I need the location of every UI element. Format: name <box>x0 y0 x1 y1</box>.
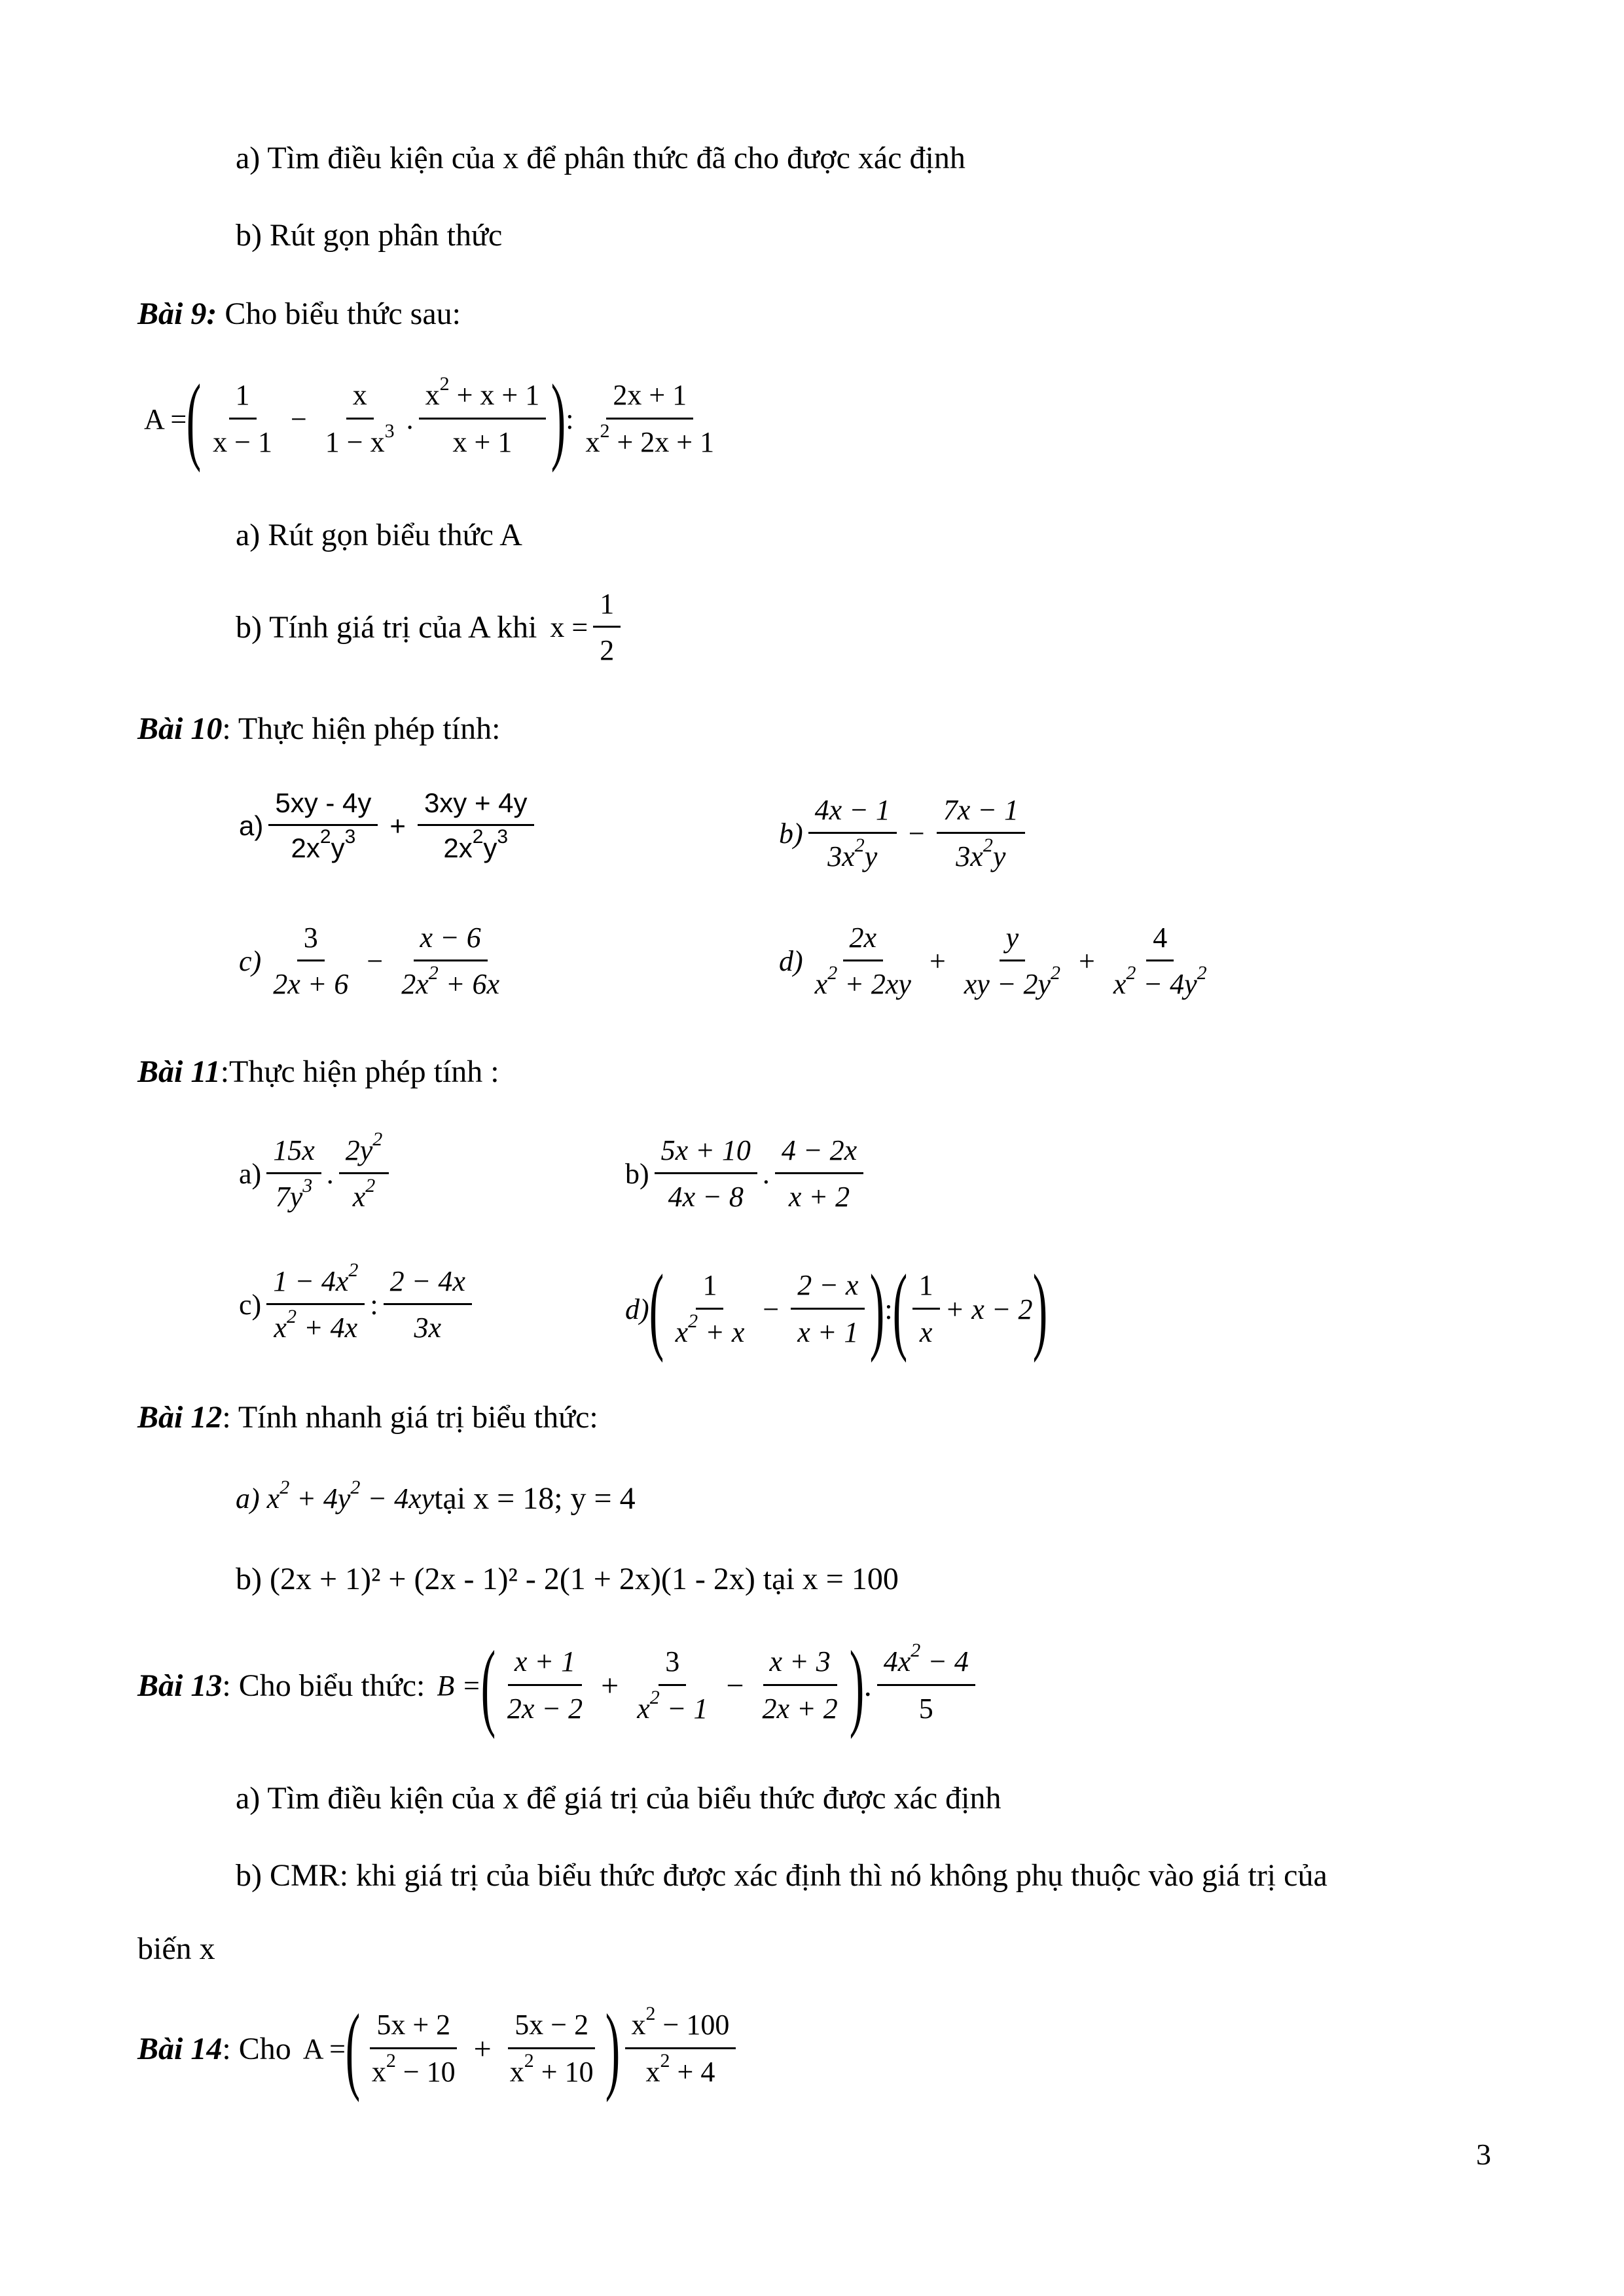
bai12-b: b) (2x + 1)² + (2x - 1)² - 2(1 + 2x)(1 - 2x) tại x = 100 <box>236 1562 899 1596</box>
bai9-text: Cho biểu thức sau: <box>217 296 461 331</box>
bai13-text: : Cho biểu thức: <box>222 1668 425 1703</box>
bai11-b: b) $\frac{5x + 10}{4x - 8}$ . $\frac{4 - 2x}{x + 2}$ <box>625 1136 869 1212</box>
bai11-text: :Thực hiện phép tính : <box>220 1054 499 1089</box>
bai12-a: a) $x^2 + 4y^2 - 4xy$ tại x = 18; y = 4 <box>236 1477 636 1516</box>
bai13-part-b-cont: biến x <box>137 1931 215 1966</box>
bai13-part-b: b) CMR: khi giá trị của biểu thức được xác định thì nó không phụ thuộc vào giá trị của <box>236 1858 1327 1893</box>
bai10-c: c) $\frac{3}{2x + 6}$ − $\frac{x - 6}{2x^2 + 6x}$ <box>239 922 500 1001</box>
bai14-text: : Cho <box>222 2031 291 2066</box>
bai10-b: b) $\frac{4x - 1}{3x^2y}$ − $\frac{7x - 1}{3x^2y}$ <box>779 795 1030 872</box>
bai9-part-b: b) Tính giá trị của A khi x = $\frac{1}{2}$ <box>236 589 626 666</box>
bai11-label: Bài 11 <box>137 1054 221 1089</box>
bai13-heading: Bài 13 : Cho biểu thức: B = ( $\frac{x + 1}{2x - 2}$ + $\frac{3}{x^2 - 1}$ − $\frac{x + 3}{2x + 2}$ ) . $\frac{4x^2 - 4}{5}$ <box>137 1636 981 1734</box>
bai10-heading <box>137 711 500 747</box>
bai10-d: d) $\frac{2x}{x^2 + 2xy}$ + $\frac{y}{xy - 2y^2}$ + $\frac{4}{x^2 - 4y^2}$ <box>779 922 1207 1001</box>
bai11-c: c) $\frac{1 - 4x^2}{x^2 + 4x}$ : $\frac{2 - 4x}{3x}$ <box>239 1266 477 1343</box>
bai13-label: Bài 13 <box>137 1668 223 1703</box>
bai14-heading: Bài 14 : Cho A = ( $\frac{5x + 2}{x^2 - 10}$ + $\frac{5x - 2}{x^2 + 10}$ ) $\frac{x^2 - 100}{x^2 + 4}$ <box>137 2000 741 2098</box>
bai13-part-a: a) Tìm điều kiện của x để giá trị của biểu thức được xác định <box>236 1781 1001 1816</box>
text-line-2: b) Rút gọn phân thức <box>236 218 503 253</box>
bai11-a: a) $\frac{15x}{7y^3}$ . $\frac{2y^2}{x^2}$ <box>239 1136 394 1212</box>
page-number: 3 <box>1476 2138 1491 2171</box>
bai9-label: Bài 9: <box>137 296 217 331</box>
bai11-d: d) ( $\frac{1}{x^2 + x}$ − $\frac{2 - x}{x + 1}$ ) : ( $\frac{1}{x}$ + x − 2 ) <box>625 1255 1047 1363</box>
bai12-label: Bài 12 <box>137 1400 223 1435</box>
bai11-heading <box>137 1054 499 1090</box>
bai12-text: : Tính nhanh giá trị biểu thức: <box>222 1400 598 1435</box>
bai10-text: : Thực hiện phép tính: <box>222 711 501 746</box>
bai12-heading <box>137 1399 598 1435</box>
bai12-a-text: tại x = 18; y = 4 <box>434 1481 636 1516</box>
text-line-1: a) Tìm điều kiện của x để phân thức đã cho được xác định <box>236 141 965 175</box>
bai9-part-b-text: b) Tính giá trị của A khi <box>236 610 537 645</box>
bai10-label: Bài 10 <box>137 711 223 746</box>
bai10-a: a) $\frac{5xy - 4y}{2x^2y^3}$ + $\frac{3xy + 4y}{2x^2y^3}$ <box>239 789 539 863</box>
bai14-label: Bài 14 <box>137 2031 223 2066</box>
bai9-heading <box>137 296 461 332</box>
bai9-part-a: a) Rút gọn biểu thức A <box>236 518 522 552</box>
bai9-formula: A = ( $\frac{1}{x - 1}$ − $\frac{x}{1 - x^3}$ . $\frac{x^2 + x + 1}{x + 1}$ ) : $\frac{2x + 1}{x^2 + 2x + 1}$ <box>144 365 715 473</box>
